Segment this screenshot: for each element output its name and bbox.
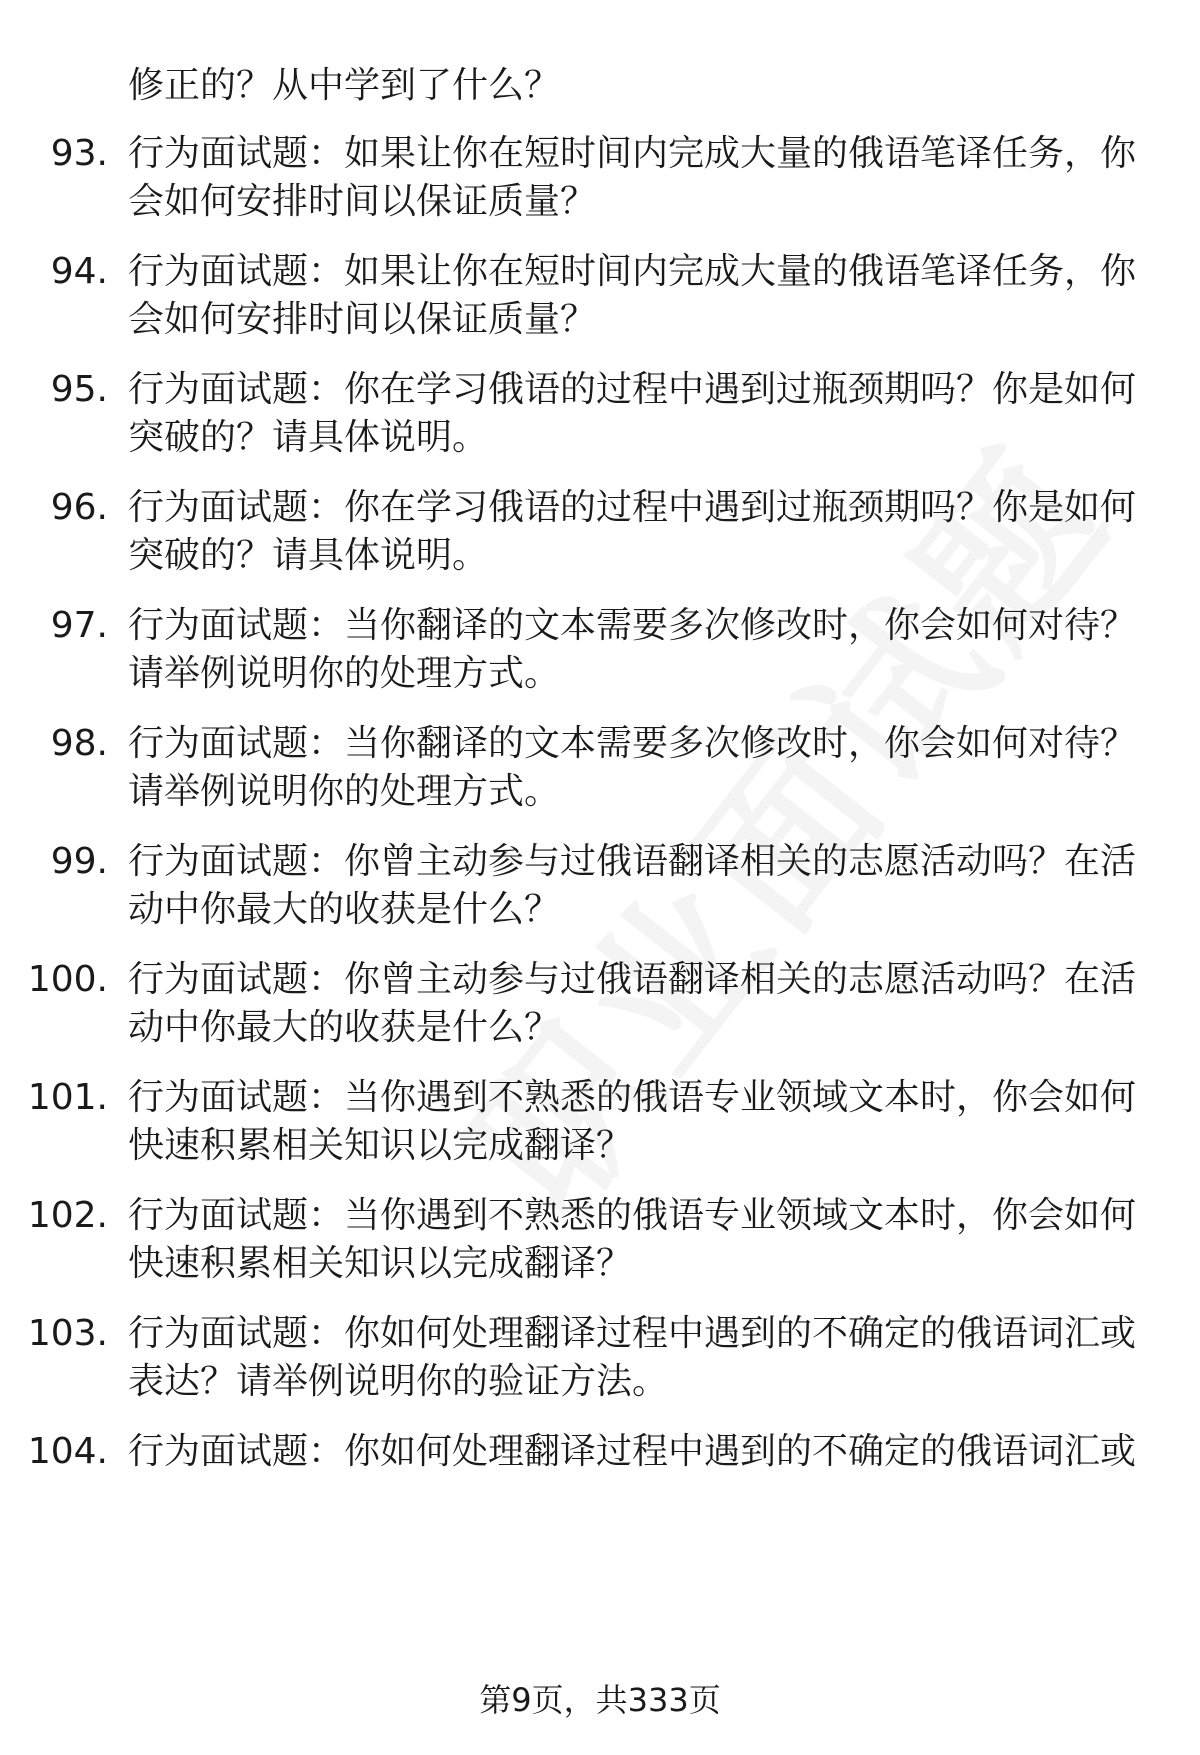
question-line: 会如何安排时间以保证质量？ xyxy=(128,299,597,340)
question-text xyxy=(128,1074,1138,1170)
question-number: 93. xyxy=(50,133,108,174)
question-text xyxy=(128,1310,1138,1406)
question-line: 快速积累相关知识以完成翻译？ xyxy=(128,1125,633,1166)
question-line: 行为面试题：当你遇到不熟悉的俄语专业领域文本时，你会如何 xyxy=(128,1077,1137,1118)
question-line: 动中你最大的收获是什么？ xyxy=(128,1007,561,1048)
question-number: 103. xyxy=(27,1313,108,1354)
question-line: 行为面试题：当你遇到不熟悉的俄语专业领域文本时，你会如何 xyxy=(128,1195,1137,1236)
question-text xyxy=(128,956,1138,1052)
question-text xyxy=(128,720,1138,816)
question-number: 102. xyxy=(27,1195,108,1236)
question-text xyxy=(128,248,1138,344)
question-line: 请举例说明你的处理方式。 xyxy=(128,653,561,694)
question-text xyxy=(128,366,1138,462)
question-number: 101. xyxy=(27,1077,108,1118)
question-text xyxy=(128,1428,1138,1476)
question-line: 行为面试题：当你翻译的文本需要多次修改时，你会如何对待？ xyxy=(128,723,1137,764)
page-footer: 第9页，共333页 xyxy=(479,1681,721,1719)
question-number: 100. xyxy=(27,959,108,1000)
question-line: 行为面试题：当你翻译的文本需要多次修改时，你会如何对待？ xyxy=(128,605,1137,646)
question-line: 行为面试题：你在学习俄语的过程中遇到过瓶颈期吗？你是如何 xyxy=(128,487,1137,528)
question-number: 95. xyxy=(50,369,108,410)
question-line: 会如何安排时间以保证质量？ xyxy=(128,181,597,222)
question-text xyxy=(128,130,1138,226)
question-line: 快速积累相关知识以完成翻译？ xyxy=(128,1243,633,1284)
question-line: 行为面试题：如果让你在短时间内完成大量的俄语笔译任务，你 xyxy=(128,251,1137,292)
question-number: 96. xyxy=(50,487,108,528)
question-line: 行为面试题：你如何处理翻译过程中遇到的不确定的俄语词汇或 xyxy=(128,1313,1137,1354)
question-text xyxy=(128,838,1138,934)
question-number: 94. xyxy=(50,251,108,292)
question-line: 行为面试题：你曾主动参与过俄语翻译相关的志愿活动吗？在活 xyxy=(128,959,1137,1000)
question-number: 97. xyxy=(50,605,108,646)
question-line: 行为面试题：如果让你在短时间内完成大量的俄语笔译任务，你 xyxy=(128,133,1137,174)
question-line: 动中你最大的收获是什么？ xyxy=(128,889,561,930)
question-line: 行为面试题：你在学习俄语的过程中遇到过瓶颈期吗？你是如何 xyxy=(128,369,1137,410)
question-line: 表达？请举例说明你的验证方法。 xyxy=(128,1361,669,1402)
continuation-text: 修正的？从中学到了什么？ xyxy=(128,65,561,106)
question-text xyxy=(128,484,1138,580)
question-number: 99. xyxy=(50,841,108,882)
question-text xyxy=(128,1192,1138,1288)
question-line: 突破的？请具体说明。 xyxy=(128,535,489,576)
question-line: 行为面试题：你如何处理翻译过程中遇到的不确定的俄语词汇或 xyxy=(128,1431,1137,1472)
question-text xyxy=(128,602,1138,698)
question-line: 请举例说明你的处理方式。 xyxy=(128,771,561,812)
question-line: 行为面试题：你曾主动参与过俄语翻译相关的志愿活动吗？在活 xyxy=(128,841,1137,882)
question-line: 突破的？请具体说明。 xyxy=(128,417,489,458)
question-number: 98. xyxy=(50,723,108,764)
question-number: 104. xyxy=(27,1431,108,1472)
